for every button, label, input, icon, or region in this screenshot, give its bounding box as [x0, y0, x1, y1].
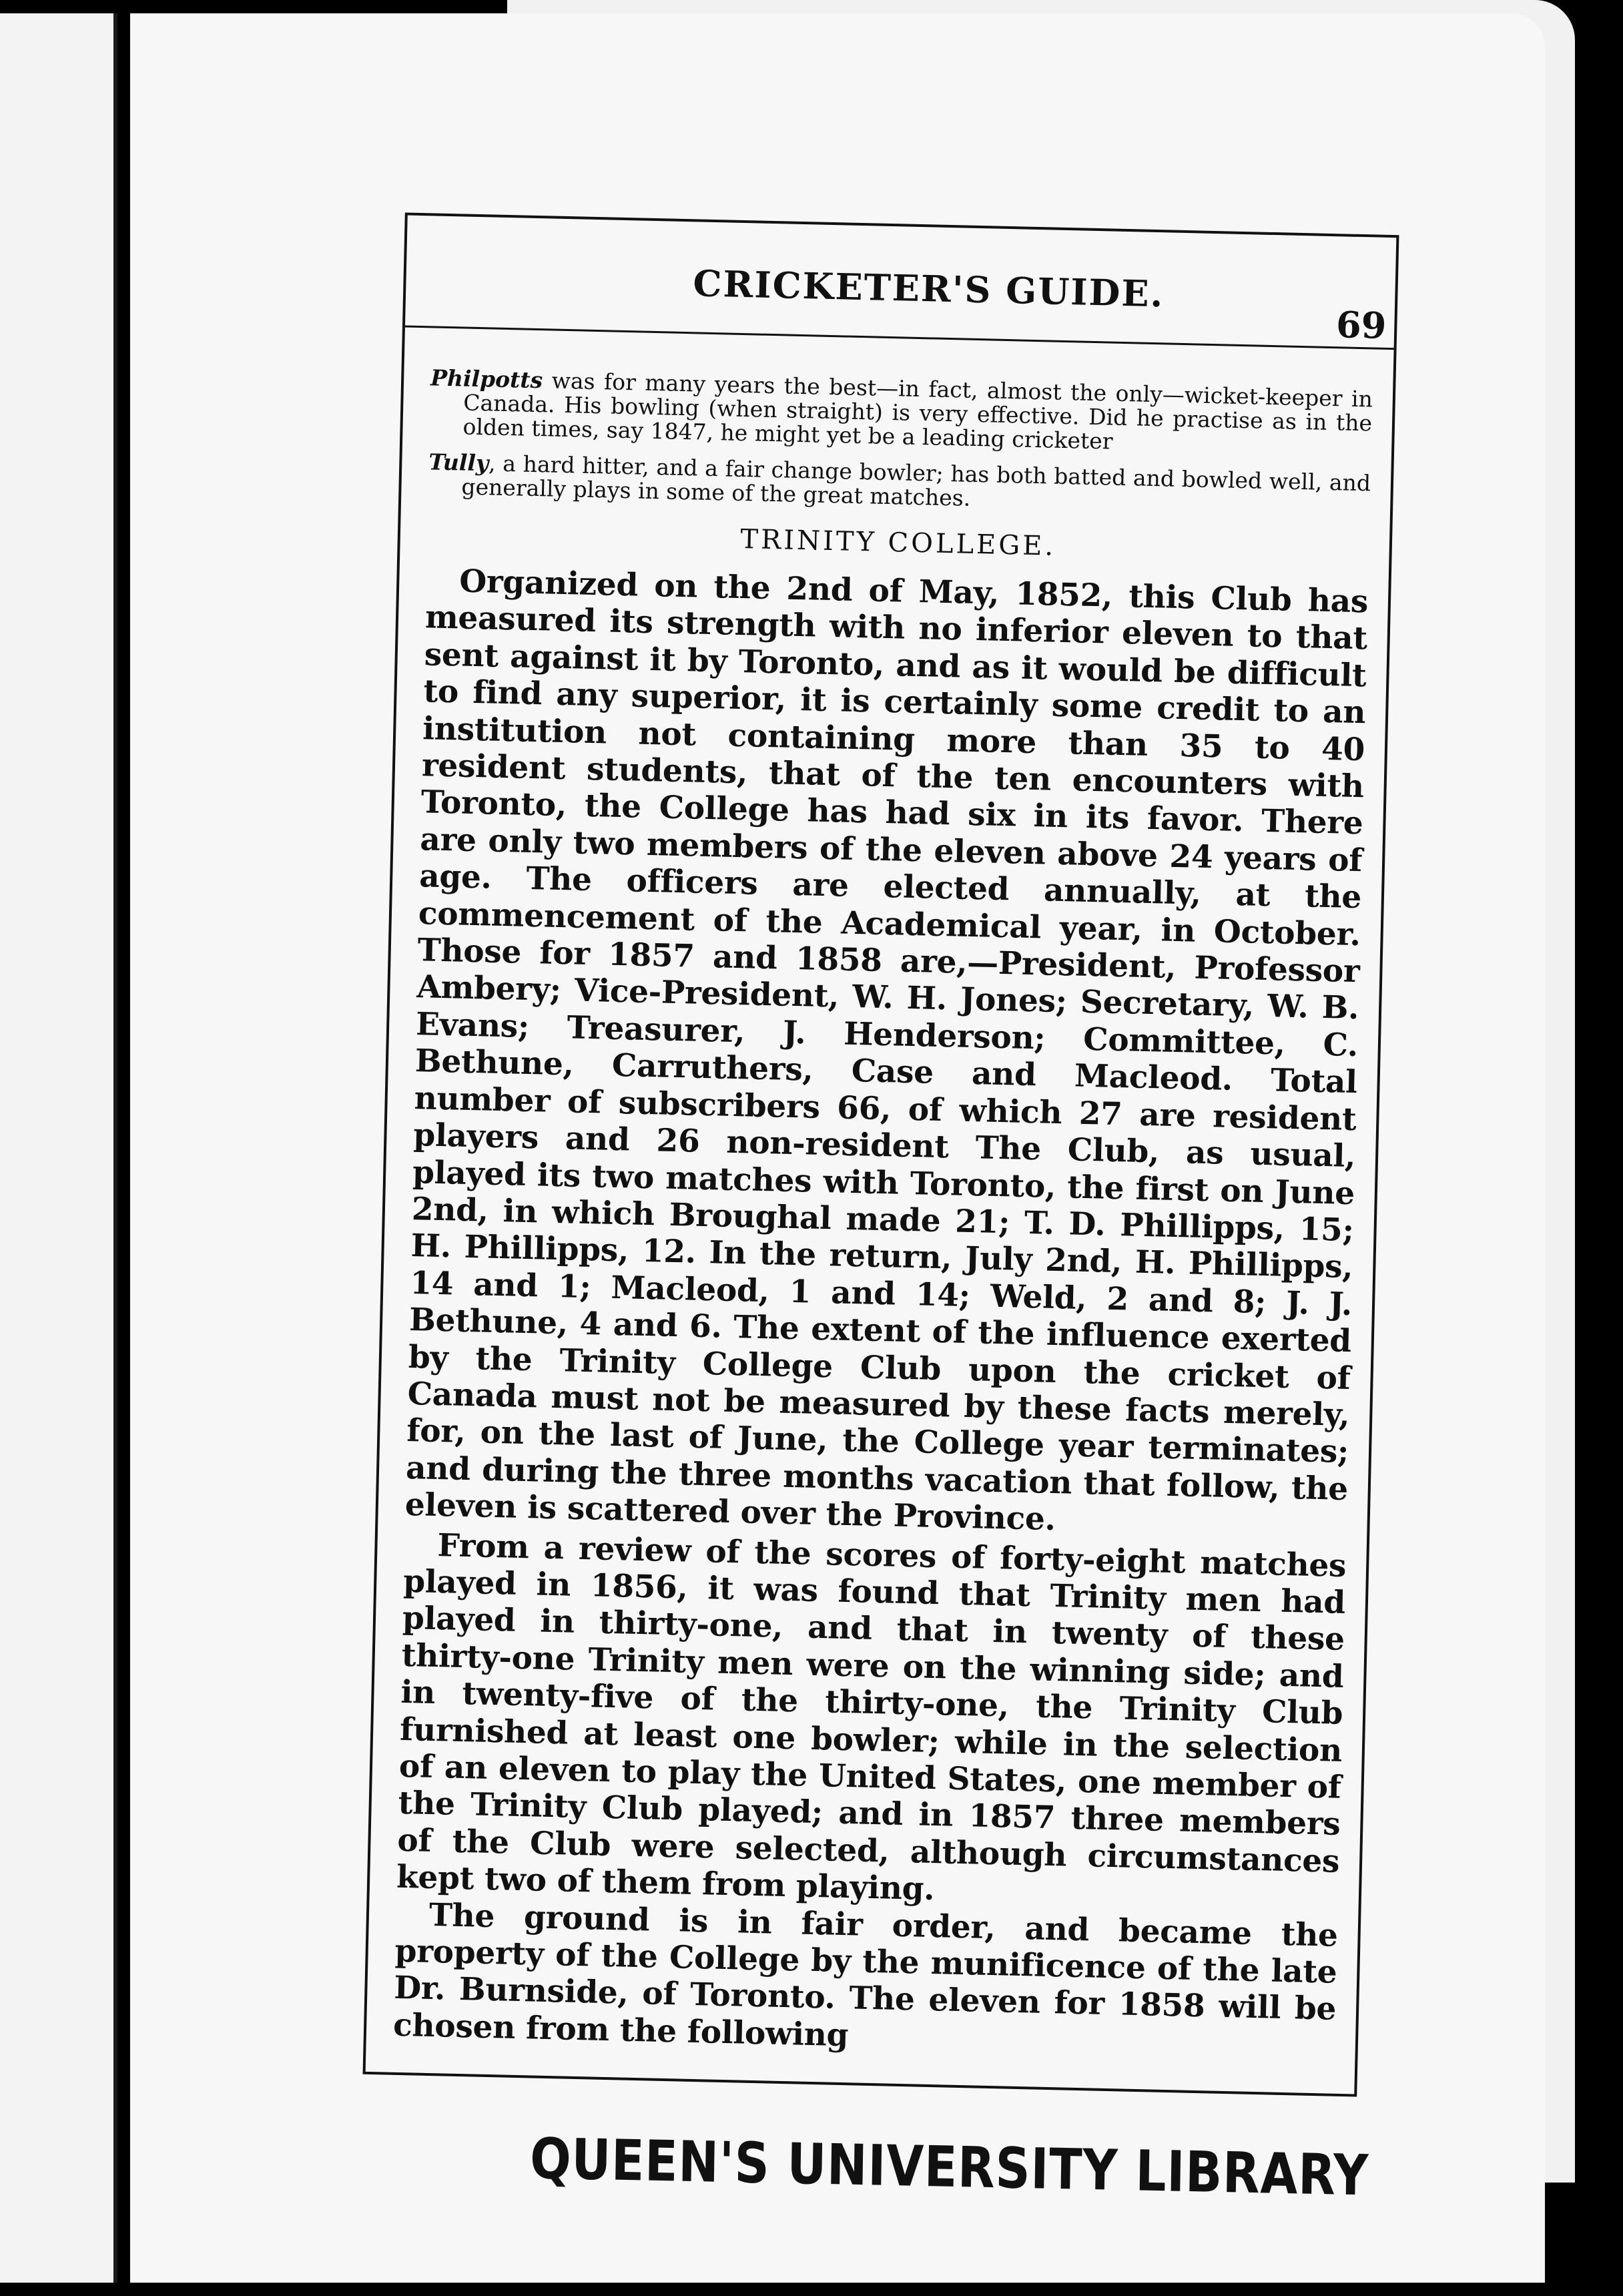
section-heading: TRINITY COLLEGE. [739, 523, 1056, 562]
page-body [393, 366, 1373, 2065]
text-frame [363, 212, 1399, 2096]
player-entry-tully [428, 450, 1371, 519]
page-header [405, 216, 1396, 350]
library-stamp: QUEEN'S UNIVERSITY LIBRARY [529, 2126, 1369, 2209]
book-page [130, 13, 1545, 2283]
running-title: CRICKETER'S GUIDE. [692, 262, 1165, 316]
page-number: 69 [1335, 303, 1387, 347]
player-name: Philpotts [430, 364, 543, 394]
facing-page-edge [0, 13, 117, 2283]
player-name: Tully [428, 449, 489, 477]
player-description: was for many years the best—in fact, almost the only—wicket-keeper in Canada. His bowling (when straight) is very effective. Did he practise as in the olden times, say 1847, he might yet be a leading cricketer [462, 367, 1373, 455]
paragraph: From a review of the scores of forty-eight matches played in 1856, it was found that Trinity men had played in thirty-one, and that in twenty of these thirty-one Trinity men were on the winning side; and in twenty-five of the thirty-one, the Trinity Club furnished at least one bowler; while in the selection of an eleven to play the United States, one member of the Trinity Club played; and in 1857 three members of the Club were selected, although circumstances kept two of them from playing. [396, 1526, 1347, 1908]
player-entry-philpotts [429, 366, 1373, 459]
player-description: , a hard hitter, and a fair change bowler; has both batted and bowled well, and generally plays in some of the great matches. [461, 450, 1371, 511]
paragraph: The ground is in fair order, and became the property of the College by the munificence of the late Dr. Burnside, of Toronto. The eleven for 1858 will be chosen from the following [392, 1896, 1339, 2054]
paragraph: Organized on the 2nd of May, 1852, this Club has measured its strength with no inferior eleven to that sent against it by Toronto, and as it would be difficult to find any superior, it is certainly some credit to an institution not containing more than 35 to 40 resident students, that of the ten encounters with Toronto, the College has had six in its favor. There are only two members of the eleven above 24 years of age. The officers are elected annually, at the commencement of the Academical year, in October. Those for 1857 and 1858 are,—President, Professor Ambery; Vice-President, W. H. Jones; Secretary, W. B. Evans; Treasurer, J. Henderson; Committee, C. Bethune, Carruthers, Case and Macleod. Total number of subscribers 66, of which 27 are resident players and 26 non-resident The Club, as usual, played its two matches with Toronto, the first on June 2nd, in which Broughal made 21; T. D. Phillipps, 15; H. Phillipps, 12. In the return, July 2nd, H. Phillipps, 14 and 1; Macleod, 1 and 14; Weld, 2 and 8; J. J. Bethune, 4 and 6. The extent of the influence exerted by the Trinity College Club upon the cricket of Canada must not be measured by these facts merely, for, on the last of June, the College year terminates; and during the three months vacation that follow, the eleven is scattered over the Province. [404, 563, 1369, 1538]
